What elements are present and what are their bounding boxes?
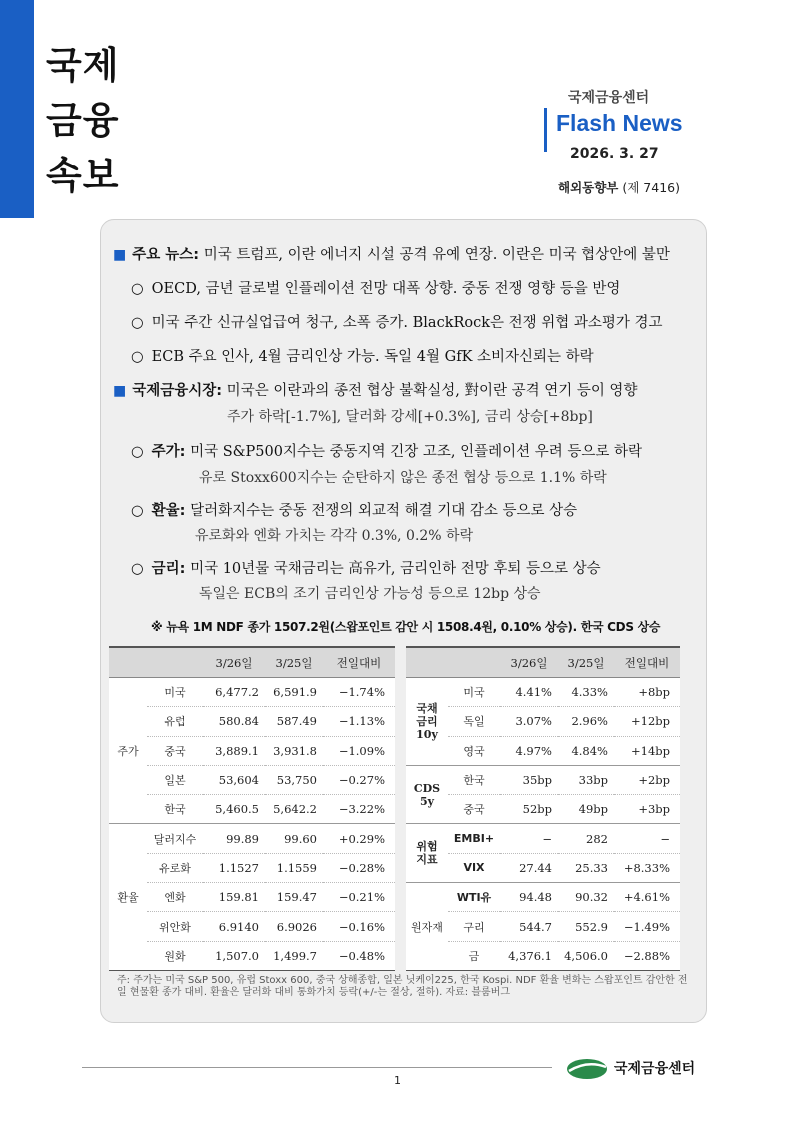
row-name: WTI유	[448, 883, 500, 912]
row-name: 유로화	[147, 853, 203, 882]
header-blank	[147, 647, 203, 678]
value-d1: 4.41%	[500, 678, 558, 707]
group-cds-l1: CDS	[413, 781, 441, 795]
value-d2: 2.96%	[558, 707, 614, 736]
header-change: 전일대비	[323, 647, 395, 678]
table-row	[109, 912, 395, 941]
value-change: −1.13%	[323, 707, 395, 736]
value-d2: 53,750	[265, 765, 323, 794]
title-line-2: 금융	[46, 99, 120, 142]
dept-name: 해외동향부	[558, 180, 619, 195]
row-name: 달러지수	[147, 824, 203, 853]
value-change: −2.88%	[614, 941, 680, 970]
value-change: −	[614, 824, 680, 853]
title-line-3: 속보	[46, 154, 120, 197]
market-headline	[113, 379, 637, 400]
value-change: +12bp	[614, 707, 680, 736]
title-line-1: 국제	[46, 44, 120, 87]
value-d2: 49bp	[558, 795, 614, 824]
value-d2: 99.60	[265, 824, 323, 853]
value-change: +8bp	[614, 678, 680, 707]
group-rate	[406, 678, 448, 766]
circle-bullet-icon: ○	[131, 561, 144, 577]
fx-label: 환율:	[151, 503, 186, 519]
circle-bullet-icon: ○	[131, 281, 144, 297]
value-d1: 4,376.1	[500, 941, 558, 970]
right-market-table	[406, 646, 680, 971]
table-row	[406, 765, 680, 794]
row-name: 유럽	[147, 707, 203, 736]
value-change: +0.29%	[323, 824, 395, 853]
header-change: 전일대비	[614, 647, 680, 678]
value-change: −0.27%	[323, 765, 395, 794]
news-item-text: OECD, 금년 글로벌 인플레이션 전망 대폭 상향. 중동 전쟁 영향 등을 반영	[151, 281, 621, 297]
value-change: −0.16%	[323, 912, 395, 941]
value-d2: 4.33%	[558, 678, 614, 707]
row-name: 한국	[147, 795, 203, 824]
footer-divider	[82, 1067, 552, 1068]
value-d2: 3,931.8	[265, 736, 323, 765]
header-date1: 3/26일	[203, 647, 265, 678]
logo-text: 국제금융센터	[614, 1061, 696, 1077]
table-row	[406, 678, 680, 707]
table-row	[406, 795, 680, 824]
value-change: −0.48%	[323, 941, 395, 970]
row-name: EMBI+	[448, 824, 500, 853]
table-row	[109, 707, 395, 736]
table-footnote: 주: 주가는 미국 S&P 500, 유럽 Stoxx 600, 중국 상해종합, 일본 닛케이225, 한국 Kospi. NDF 환율 변화는 스왑포인트 감안한 전일 현물환 종가 대비. 환율은 달러화 대비 통화가치 등락(+/-는 절상, 절하). 자료: 블룸버그	[117, 975, 688, 998]
value-d2: 282	[558, 824, 614, 853]
footer-logo	[566, 1054, 706, 1082]
value-d2: 1.1559	[265, 853, 323, 882]
value-change: −3.22%	[323, 795, 395, 824]
news-text: 미국 트럼프, 이란 에너지 시설 공격 유예 연장. 이란은 미국 협상안에 불만	[199, 247, 670, 263]
header-date2: 3/25일	[265, 647, 323, 678]
stock-sub: 유로 Stoxx600지수는 순탄하지 않은 종전 협상 등으로 1.1% 하락	[199, 470, 607, 486]
table-row	[406, 912, 680, 941]
header-date1: 3/26일	[500, 647, 558, 678]
value-d1: 1,507.0	[203, 941, 265, 970]
circle-bullet-icon: ○	[131, 315, 144, 331]
table-header-row	[109, 647, 395, 678]
group-rate-l2: 금리	[416, 714, 438, 728]
group-stock: 주가	[109, 678, 147, 824]
table-row	[406, 853, 680, 882]
row-name: 엔화	[147, 883, 203, 912]
value-d2: 4,506.0	[558, 941, 614, 970]
value-d2: 6,591.9	[265, 678, 323, 707]
fx-text: 달러화지수는 중동 전쟁의 외교적 해결 기대 감소 등으로 상승	[185, 503, 578, 519]
table-row	[406, 707, 680, 736]
table-row	[406, 824, 680, 853]
value-d1: 3.07%	[500, 707, 558, 736]
value-d2: 1,499.7	[265, 941, 323, 970]
rate-text: 미국 10년물 국채금리는 高유가, 금리인하 전망 후퇴 등으로 상승	[185, 561, 601, 577]
group-risk-l2: 지표	[416, 853, 438, 867]
news-item	[131, 311, 663, 332]
table-header-row	[406, 647, 680, 678]
news-headline	[113, 243, 670, 264]
news-item-text: 미국 주간 신규실업급여 청구, 소폭 증가. BlackRock은 전쟁 위협 과소평가 경고	[151, 315, 663, 331]
value-d1: 35bp	[500, 765, 558, 794]
value-d2: 5,642.2	[265, 795, 323, 824]
table-row	[406, 883, 680, 912]
value-d1: −	[500, 824, 558, 853]
group-risk	[406, 824, 448, 883]
header-blank	[109, 647, 147, 678]
row-name: 한국	[448, 765, 500, 794]
page-number: 1	[394, 1074, 401, 1087]
value-d1: 52bp	[500, 795, 558, 824]
value-d2: 6.9026	[265, 912, 323, 941]
table-row	[109, 853, 395, 882]
group-commodity: 원자재	[406, 883, 448, 971]
row-name: 일본	[147, 765, 203, 794]
value-change: −0.28%	[323, 853, 395, 882]
table-row	[109, 795, 395, 824]
value-change: −1.74%	[323, 678, 395, 707]
value-d1: 1.1527	[203, 853, 265, 882]
row-name: 중국	[448, 795, 500, 824]
group-risk-l1: 위험	[416, 840, 438, 854]
value-d1: 580.84	[203, 707, 265, 736]
news-item	[131, 277, 620, 298]
news-label: 주요 뉴스:	[132, 247, 200, 263]
value-d2: 587.49	[265, 707, 323, 736]
summary-panel	[100, 219, 707, 1023]
value-d2: 4.84%	[558, 736, 614, 765]
row-name: VIX	[448, 853, 500, 882]
header-accent-bar	[544, 108, 547, 152]
fx-item	[131, 499, 577, 520]
row-name: 미국	[448, 678, 500, 707]
value-d2: 25.33	[558, 853, 614, 882]
table-row	[109, 736, 395, 765]
report-date: 2026. 3. 27	[570, 146, 659, 162]
row-name: 영국	[448, 736, 500, 765]
row-name: 독일	[448, 707, 500, 736]
stock-label: 주가:	[151, 444, 186, 460]
group-rate-l3: 10y	[416, 727, 438, 741]
square-bullet-icon: ■	[113, 383, 127, 399]
news-item-text: ECB 주요 인사, 4월 금리인상 가능. 독일 4월 GfK 소비자신뢰는 하락	[151, 349, 594, 365]
circle-bullet-icon: ○	[131, 444, 144, 460]
value-change: +4.61%	[614, 883, 680, 912]
value-change: −1.09%	[323, 736, 395, 765]
stock-item	[131, 440, 642, 461]
brand-sidebar-bar	[0, 0, 34, 218]
issue-number: (제 7416)	[622, 180, 680, 195]
market-label: 국제금융시장:	[132, 383, 223, 399]
row-name: 위안화	[147, 912, 203, 941]
header-blank	[448, 647, 500, 678]
circle-bullet-icon: ○	[131, 349, 144, 365]
rate-label: 금리:	[151, 561, 186, 577]
value-d1: 5,460.5	[203, 795, 265, 824]
market-text: 미국은 이란과의 종전 협상 불확실성, 對이란 공격 연기 등이 영향	[222, 383, 638, 399]
stock-text: 미국 S&P500지수는 중동지역 긴장 고조, 인플레이션 우려 등으로 하락	[185, 444, 643, 460]
value-d1: 94.48	[500, 883, 558, 912]
circle-bullet-icon: ○	[131, 503, 144, 519]
value-d1: 544.7	[500, 912, 558, 941]
row-name: 원화	[147, 941, 203, 970]
value-d1: 53,604	[203, 765, 265, 794]
table-row	[109, 883, 395, 912]
market-sub: 주가 하락[-1.7%], 달러화 강세[+0.3%], 금리 상승[+8bp]	[227, 409, 593, 425]
org-name: 국제금융센터	[568, 90, 650, 106]
row-name: 중국	[147, 736, 203, 765]
value-d2: 90.32	[558, 883, 614, 912]
kcif-logo-icon	[566, 1058, 608, 1080]
value-change: −1.49%	[614, 912, 680, 941]
dept-issue	[558, 178, 680, 196]
ndf-note: ※ 뉴욕 1M NDF 종가 1507.2원(스왑포인트 감안 시 1508.4원, 0.10% 상승). 한국 CDS 상승	[151, 620, 661, 634]
group-cds	[406, 765, 448, 824]
value-change: +2bp	[614, 765, 680, 794]
square-bullet-icon: ■	[113, 247, 127, 263]
rate-sub: 독일은 ECB의 조기 금리인상 가능성 등으로 12bp 상승	[199, 586, 541, 602]
group-rate-l1: 국채	[416, 701, 438, 715]
value-change: +3bp	[614, 795, 680, 824]
value-d1: 27.44	[500, 853, 558, 882]
value-d1: 6,477.2	[203, 678, 265, 707]
value-d2: 552.9	[558, 912, 614, 941]
value-change: −0.21%	[323, 883, 395, 912]
value-d2: 159.47	[265, 883, 323, 912]
row-name: 구리	[448, 912, 500, 941]
header-date2: 3/25일	[558, 647, 614, 678]
table-row	[109, 765, 395, 794]
group-fx: 환율	[109, 824, 147, 970]
value-d1: 99.89	[203, 824, 265, 853]
header-blank	[406, 647, 448, 678]
flash-news-label: Flash News	[556, 110, 683, 136]
value-d2: 33bp	[558, 765, 614, 794]
table-row	[406, 736, 680, 765]
row-name: 미국	[147, 678, 203, 707]
fx-sub: 유로화와 엔화 가치는 각각 0.3%, 0.2% 하락	[195, 528, 474, 544]
value-d1: 3,889.1	[203, 736, 265, 765]
value-change: +14bp	[614, 736, 680, 765]
page-title	[46, 38, 119, 203]
value-d1: 159.81	[203, 883, 265, 912]
left-market-table	[109, 646, 395, 971]
news-item	[131, 345, 594, 366]
table-row	[406, 941, 680, 970]
table-row	[109, 824, 395, 853]
row-name: 금	[448, 941, 500, 970]
value-d1: 4.97%	[500, 736, 558, 765]
table-row	[109, 941, 395, 970]
value-change: +8.33%	[614, 853, 680, 882]
rate-item	[131, 557, 601, 578]
group-cds-l2: 5y	[419, 794, 435, 808]
table-row	[109, 678, 395, 707]
value-d1: 6.9140	[203, 912, 265, 941]
